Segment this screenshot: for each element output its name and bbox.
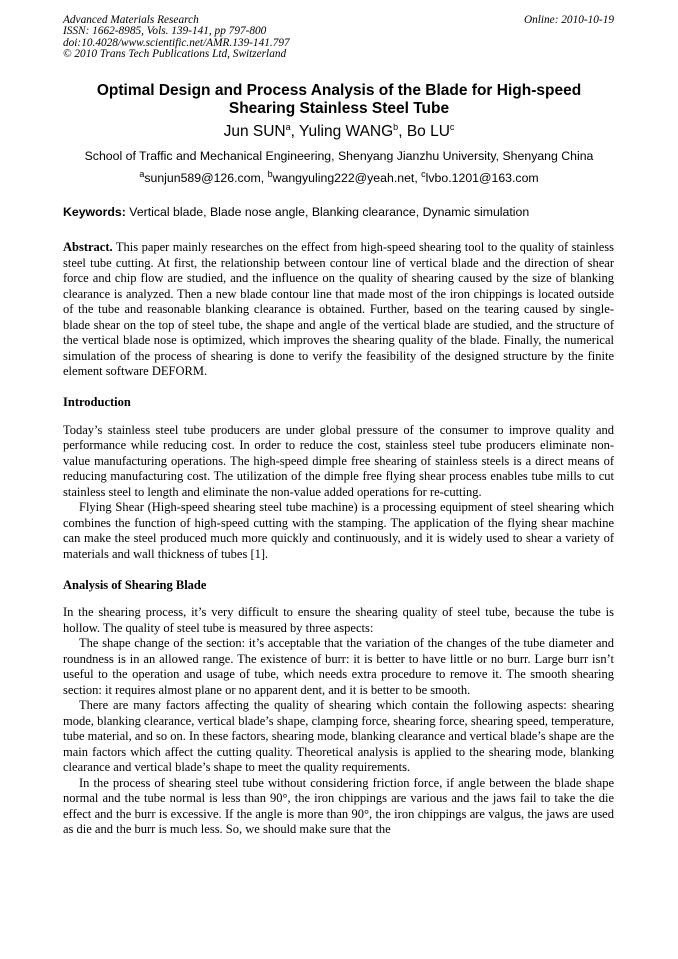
- analysis-heading: Analysis of Shearing Blade: [63, 577, 207, 592]
- analysis-paragraph-4: In the process of shearing steel tube without considering friction force, if angle between the blade shape normal and the tube normal is less than 90°, the iron chippings are various and the jaws fail to take the die effect and the burr is excessive. If the angle is more than 90°, the iron chippings are valgus, the jaws are used as die and the burr is much less. So, we should make sure that the: [63, 775, 614, 836]
- paper-body: [63, 240, 614, 838]
- email-list: $^a$sunjun589@126.com, $^b$wangyuling222@yeah.net, $^c$lvbo.1201@163.com: [139, 168, 539, 185]
- author-mark: c: [449, 121, 455, 132]
- author-name: Yuling WANG: [298, 123, 394, 140]
- author-list: Jun SUN$^a$, Yuling WANG$^b$, Bo $LU^c$: [223, 121, 455, 140]
- email-mark: b: [267, 168, 273, 179]
- intro-paragraph-2: Flying Shear (High-speed shearing steel tube machine) is a processing equipment of steel shearing which combines the function of high-speed cutting with the stamping. The application of the flying shear machine can make the steel produced much more quickly and continuously, and it is widely used to shear a variety of materials and wall thickness of tubes [1].: [63, 500, 614, 561]
- abstract-text: This paper mainly researches on the effect from high-speed shearing tool to the quality of stainless steel tube cutting. At first, the relationship between contour line of vertical blade and the direction of shear force and chip flow are studied, and the influence on the quality of shearing caused by the size of blanking clearance is analyzed. Then a new blade contour line that made most of the iron chippings is located outside of the tube and reasonable blanking clearance is obtained. Further, based on the tearing caused by single-blade shear on the top of steel tube, the shape and angle of the vertical blade are studied, and the structure of the vertical blade nose is optimized, which improves the shearing quality of the blade. Finally, the numerical simulation of the process of shearing is done to verify the feasibility of the designed structure by the finite element software DEFORM.: [63, 240, 614, 378]
- paper-title: [40, 82, 638, 118]
- author-name: Bo LU: [406, 123, 450, 140]
- email-mark: a: [139, 168, 145, 179]
- online-date: Online: 2010-10-19: [523, 14, 614, 26]
- analysis-paragraph-2: The shape change of the section: it’s acceptable that the variation of the changes of the tube diameter and roundness is in an allowed range. The existence of burr: it is better to have little or no burr. Large burr isn’t useful to the operation and usage of tube, which needs extra procedure to remove it. The smooth shearing section: it requires almost plane or no apparent dent, and it is better to be smooth.: [63, 636, 614, 697]
- title-line-2: Shearing Stainless Steel Tube: [228, 100, 450, 117]
- email-address: lvbo.1201@163.com: [425, 171, 539, 185]
- copyright-line: © 2010 Trans Tech Publications Ltd, Switzerland: [63, 47, 287, 60]
- author-name: Jun SUN: [223, 123, 286, 140]
- author-mark: b: [393, 121, 399, 132]
- title-line-1: Optimal Design and Process Analysis of the Blade for High-speed: [96, 82, 582, 99]
- keywords: [63, 205, 623, 220]
- abstract-label: Abstract.: [63, 240, 113, 254]
- author-mark: a: [285, 121, 291, 132]
- affiliation: School of Traffic and Mechanical Engineering, Shenyang Jianzhu University, Shenyang China: [84, 149, 594, 163]
- journal-name: Advanced Materials Research: [63, 14, 199, 26]
- keywords-label: Keywords:: [63, 205, 126, 219]
- intro-paragraph-1: Today’s stainless steel tube producers are under global pressure of the consumer to improve quality and performance while reducing cost. In order to reduce the cost, stainless steel tube producers eliminate non-value manufacturing operations. The high-speed dimple free shearing of stainless steels is a direct means of reducing manufacturing cost. The utilization of the dimple free flying shear process enables tube mills to cut stainless steel to length and eliminate the non-value added operations for re-cutting.: [63, 422, 614, 499]
- email-address: wangyuling222@yeah.net: [272, 171, 415, 185]
- analysis-paragraph-1: In the shearing process, it’s very difficult to ensure the shearing quality of steel tube, because the tube is hollow. The quality of steel tube is measured by three aspects:: [63, 605, 614, 635]
- email-mark: c: [421, 168, 426, 179]
- issn-line: ISSN: 1662-8985, Vols. 139-141, pp 797-800: [63, 25, 267, 38]
- analysis-paragraph-3: There are many factors affecting the quality of shearing which contain the following aspects: shearing mode, blanking clearance, vertical blade’s shape, clamping force, shearing force, shearing speed, temperature, tube material, and so on. In these factors, shearing mode, blanking clearance and vertical blade’s shape are the main factors which affect the cutting quality. Theoretical analysis is applied to the shearing mode, blanking clearance and vertical blade’s shape to meet the quality requirements.: [63, 698, 614, 774]
- abstract: [63, 240, 614, 380]
- doi-line: doi:10.4028/www.scientific.net/AMR.139-141.797: [63, 36, 290, 49]
- journal-header: [63, 15, 614, 60]
- email-address: sunjun589@126.com: [144, 171, 261, 185]
- introduction-heading: Introduction: [63, 395, 131, 409]
- keywords-text: Vertical blade, Blade nose angle, Blanking clearance, Dynamic simulation: [129, 205, 530, 219]
